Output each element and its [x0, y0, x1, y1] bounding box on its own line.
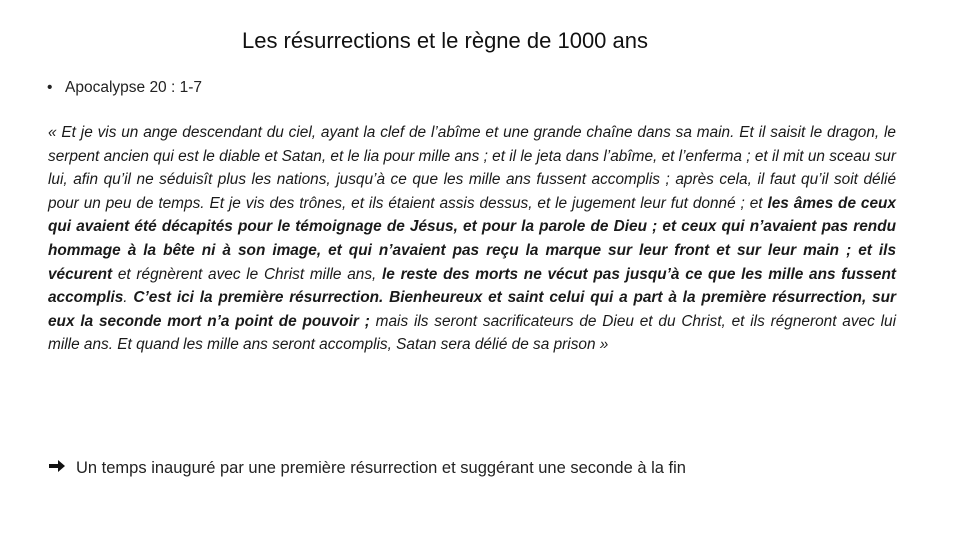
quote-bold-2: le reste des morts ne vécut pas jusqu’à ce que les mille ans fussent accomplis	[48, 265, 896, 307]
arrow-right-icon-svg	[48, 459, 66, 473]
quote-bold-3: C’est ici la première résurrection. Bienheureux et saint celui qui a part à la première résurrection, sur eux la seconde mort n’a point de pouvoir ;	[48, 289, 896, 330]
arrow-right-icon	[48, 459, 68, 478]
slide-title: Les résurrections et le règne de 1000 ans	[241, 28, 649, 53]
quote-part-4: mais ils seront sacrificateurs de Dieu et du Christ, et ils régneront avec lui mille ans. Et quand les mille ans seront accomplis, Satan sera délié de sa prison »	[48, 312, 896, 354]
bullet-marker: •	[47, 79, 53, 96]
quote-part-2: et régnèrent avec le Christ mille ans,	[112, 265, 383, 283]
bullet-text: Apocalypse 20 : 1-7	[65, 79, 203, 96]
scripture-quote	[48, 121, 896, 357]
quote-part-1: « Et je vis un ange descendant du ciel, ayant la clef de l’abîme et une grande chaîne dans sa main. Et il saisit le dragon, le serpent ancien qui est le diable et Satan, et le lia pour mille ans ; et il le jeta dans l’abîme, et l’enferma ; et il mit un sceau sur lui, afin qu’il ne séduisît plus les nations, jusqu’à ce que les mille ans fussent accomplis ; après cela, il faut qu’il soit délié pour un peu de temps. Et je vis des trônes, et ils étaient assis dessus, et le jugement leur fut donné ; et	[48, 124, 896, 212]
quote-part-3: .	[123, 289, 134, 307]
conclusion-text: Un temps inauguré par une première résurrection et suggérant une seconde à la fin	[76, 459, 686, 477]
quote-bold-1: les âmes de ceux qui avaient été décapités pour le témoignage de Jésus, et pour la parole de Dieu ; et ceux qui n’avaient pas rendu hommage à la bête ni à son image, et qui n’avaient pas reçu la marque sur leur front et sur leur main ; et ils vécurent	[48, 194, 896, 283]
bullet-item	[47, 79, 202, 97]
conclusion	[48, 459, 686, 478]
